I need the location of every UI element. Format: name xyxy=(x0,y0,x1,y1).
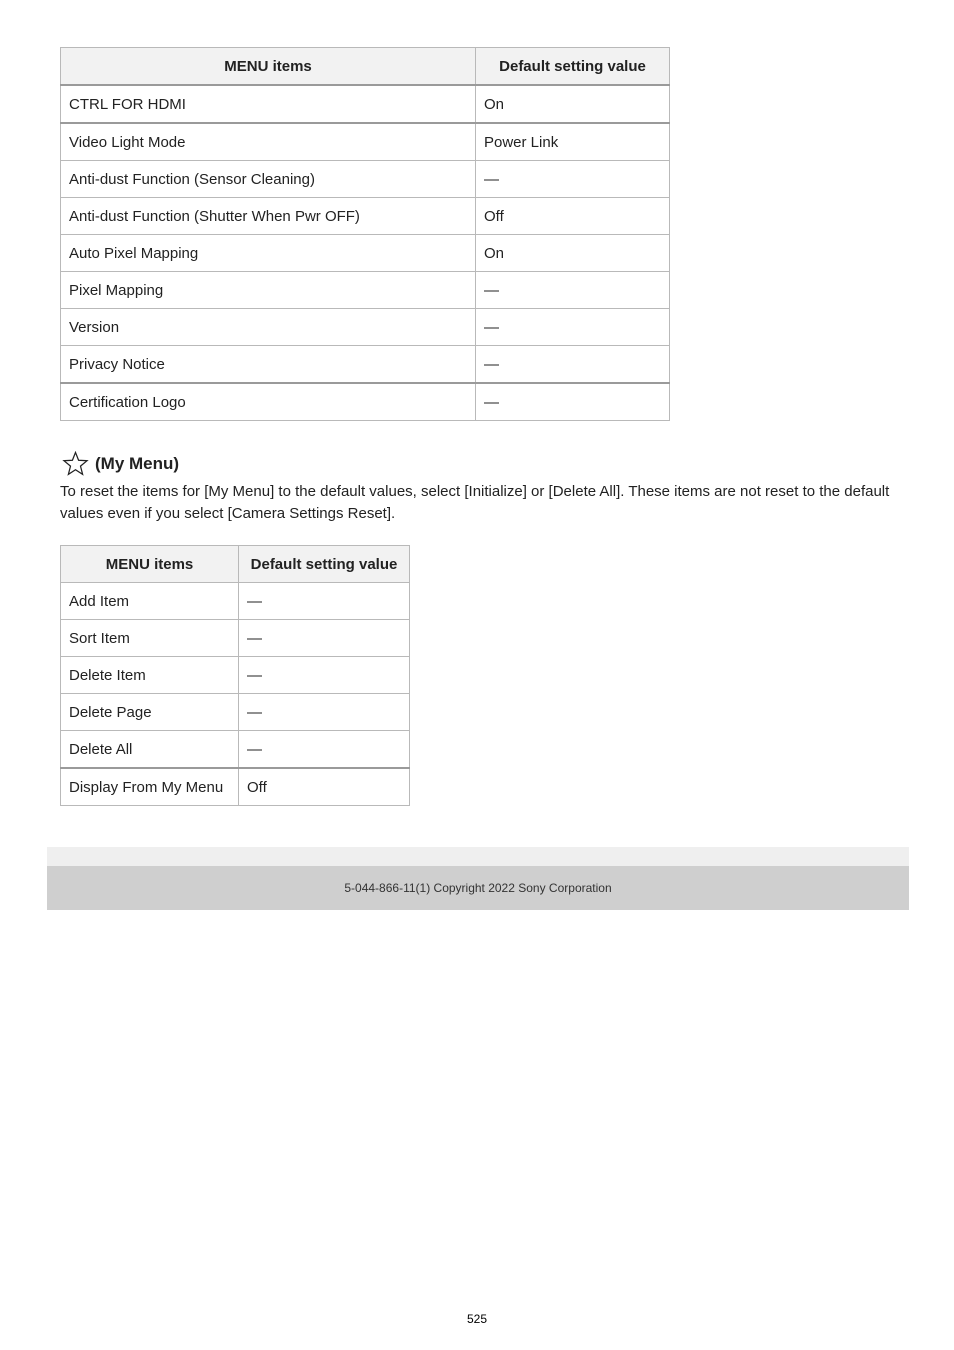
menu-item-cell: CTRL FOR HDMI xyxy=(61,85,476,123)
table-header-row xyxy=(61,546,410,583)
menu-item-cell: Anti-dust Function (Shutter When Pwr OFF) xyxy=(61,198,476,235)
default-value-cell: Power Link xyxy=(476,123,670,161)
footer-top-strip xyxy=(47,847,909,866)
default-value-cell: — xyxy=(239,620,410,657)
column-header-menu-items: MENU items xyxy=(61,546,239,583)
menu-item-cell: Add Item xyxy=(61,583,239,620)
table-row xyxy=(61,272,670,309)
settings-table-my-menu xyxy=(60,545,410,806)
star-outline-icon xyxy=(62,451,89,476)
my-menu-heading xyxy=(62,451,179,476)
table-row xyxy=(61,346,670,384)
table-row xyxy=(61,123,670,161)
menu-item-cell: Video Light Mode xyxy=(61,123,476,161)
table-row xyxy=(61,583,410,620)
menu-item-cell: Delete All xyxy=(61,731,239,769)
my-menu-description: To reset the items for [My Menu] to the default values, select [Initialize] or [Delete All]. These items are not reset to the default values even if you select [Camera Settings Reset]. xyxy=(60,483,890,522)
table-row xyxy=(61,657,410,694)
table-row xyxy=(61,694,410,731)
default-value-cell: — xyxy=(476,383,670,421)
menu-item-cell: Auto Pixel Mapping xyxy=(61,235,476,272)
menu-item-cell: Certification Logo xyxy=(61,383,476,421)
menu-item-cell: Anti-dust Function (Sensor Cleaning) xyxy=(61,161,476,198)
default-value-cell: — xyxy=(476,309,670,346)
default-value-cell: Off xyxy=(239,768,410,806)
footer-copyright-bar xyxy=(47,866,909,910)
table-row xyxy=(61,235,670,272)
default-value-cell: — xyxy=(239,657,410,694)
menu-item-cell: Pixel Mapping xyxy=(61,272,476,309)
default-value-cell: On xyxy=(476,235,670,272)
column-header-menu-items: MENU items xyxy=(61,48,476,86)
table-row xyxy=(61,383,670,421)
menu-item-cell: Privacy Notice xyxy=(61,346,476,384)
menu-item-cell: Sort Item xyxy=(61,620,239,657)
default-value-cell: — xyxy=(239,731,410,769)
default-value-cell: — xyxy=(239,694,410,731)
page-number: 525 xyxy=(466,1312,488,1326)
column-header-default-value: Default setting value xyxy=(476,48,670,86)
menu-item-cell: Delete Page xyxy=(61,694,239,731)
menu-item-cell: Display From My Menu xyxy=(61,768,239,806)
table-row xyxy=(61,198,670,235)
default-value-cell: — xyxy=(476,346,670,384)
default-value-cell: Off xyxy=(476,198,670,235)
table-row xyxy=(61,161,670,198)
menu-item-cell: Delete Item xyxy=(61,657,239,694)
default-value-cell: — xyxy=(239,583,410,620)
default-value-cell: — xyxy=(476,272,670,309)
settings-table-other xyxy=(60,47,670,421)
copyright-text: 5-044-866-11(1) Copyright 2022 Sony Corporation xyxy=(344,881,612,895)
table-header-row xyxy=(61,48,670,86)
default-value-cell: — xyxy=(476,161,670,198)
table-row xyxy=(61,731,410,769)
table-row xyxy=(61,768,410,806)
table-row xyxy=(61,85,670,123)
column-header-default-value: Default setting value xyxy=(239,546,410,583)
table-row xyxy=(61,620,410,657)
default-value-cell: On xyxy=(476,85,670,123)
table-row xyxy=(61,309,670,346)
my-menu-heading-text: (My Menu) xyxy=(95,453,180,473)
menu-item-cell: Version xyxy=(61,309,476,346)
